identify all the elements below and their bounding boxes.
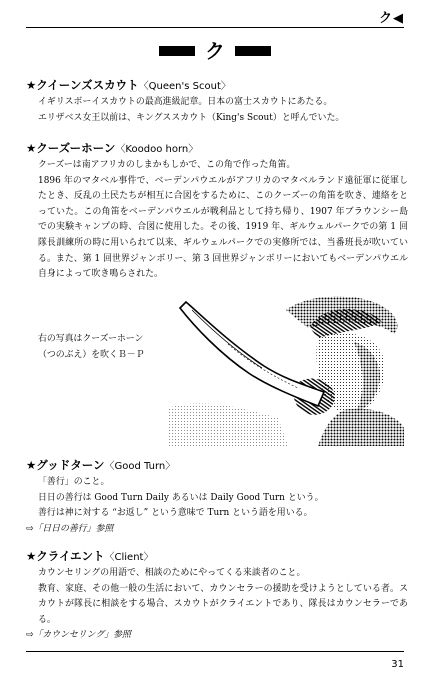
- entry-line: 教育、家庭、その他一般の生活において、カウンセラーの援助を受けようとしている者。スカウトが隊長に相談をする場合、スカウトがクライエントであり、隊長はカウンセラーである。: [38, 583, 408, 625]
- entry-term: ★グッドターン: [26, 458, 105, 472]
- entry-heading: [26, 548, 408, 566]
- entry-line: 善行は神に対する “お返し” という意味で Turn という語を用いる。: [38, 508, 313, 519]
- entry-english: 〈Client〉: [104, 552, 154, 563]
- entry-line: エリザベス女王以前は、キングススカウト（King's Scout）と呼んでいた。: [38, 112, 345, 123]
- section-title: [0, 40, 430, 62]
- entry-line: 「善行」のこと。: [38, 477, 110, 487]
- entry-good-turn: [26, 457, 408, 537]
- koodoo-horn-photo: [168, 288, 404, 446]
- entry-line: カウンセリングの用語で、相談のためにやってくる来談者のこと。: [38, 568, 306, 578]
- entry-body: [26, 95, 408, 126]
- entry-body: [26, 158, 408, 283]
- entry-term: ★クイーンズスカウト: [26, 78, 139, 92]
- entry-heading: [26, 140, 408, 158]
- cross-reference-link[interactable]: ⇨「カウンセリング」参照: [26, 630, 131, 641]
- entry-queens-scout: [26, 77, 408, 126]
- entry-koodoo-horn: [26, 140, 408, 283]
- entry-english: 〈Queen's Scout〉: [138, 81, 231, 92]
- entry-term: ★クライエント: [26, 549, 105, 563]
- entry-client: [26, 548, 408, 643]
- title-bar-right: [235, 46, 271, 56]
- title-bar-left: [159, 46, 195, 56]
- entry-term: ★クーズーホーン: [26, 141, 116, 155]
- caption-line: 右の写真はクーズーホーン: [38, 334, 144, 344]
- bottom-rule: [26, 651, 404, 652]
- entry-line: クーズーは南アフリカのしまかもしかで、この角で作った角笛。: [38, 160, 296, 170]
- entry-heading: [26, 77, 408, 95]
- page-index-marker: ク◀: [379, 11, 404, 26]
- entry-line: 日日の善行は Good Turn Daily あるいは Daily Good Turn という。: [38, 492, 324, 503]
- top-rule: [26, 27, 404, 28]
- section-title-text: ク: [205, 39, 225, 63]
- entry-heading: [26, 457, 408, 475]
- photo-caption: [38, 332, 145, 363]
- entry-line: 1896 年のマタベル事件で、ベーデンパウエルがアフリカのマタベルランド遠征軍に従軍したとき、反乱の土民たちが相互に合図をするために、このクーズーの角笛を吹き、連絡をとっていた。この角笛をベーデンパウエルが戦利品として持ち帰り、1907 年ブラウンシー島での実験キャンプの時、合図に使用した。その後、1919 年、ギルウェルパークでの第 1 回隊長訓練所の時に用いられて以来、ギルウェルパークでの実修所では、当番班長が吹いている。また、第 1 回世界ジャンボリー、第 3 回世界ジャンボリーにおいてもベーデンパウエル自身によって吹き鳴らされた。: [38, 175, 408, 280]
- entry-line: イギリスボーイスカウトの最高進級記章。日本の富士スカウトにあたる。: [38, 97, 333, 107]
- entry-body: [26, 566, 408, 628]
- page-number: 31: [391, 659, 404, 670]
- cross-reference-link[interactable]: ⇨「日日の善行」参照: [26, 523, 114, 534]
- caption-line: （つのぶえ）を吹くＢ－Ｐ: [38, 349, 145, 360]
- entry-body: [26, 475, 408, 522]
- entry-english: 〈Koodoo horn〉: [115, 144, 199, 155]
- entry-english: 〈Good Turn〉: [104, 461, 176, 472]
